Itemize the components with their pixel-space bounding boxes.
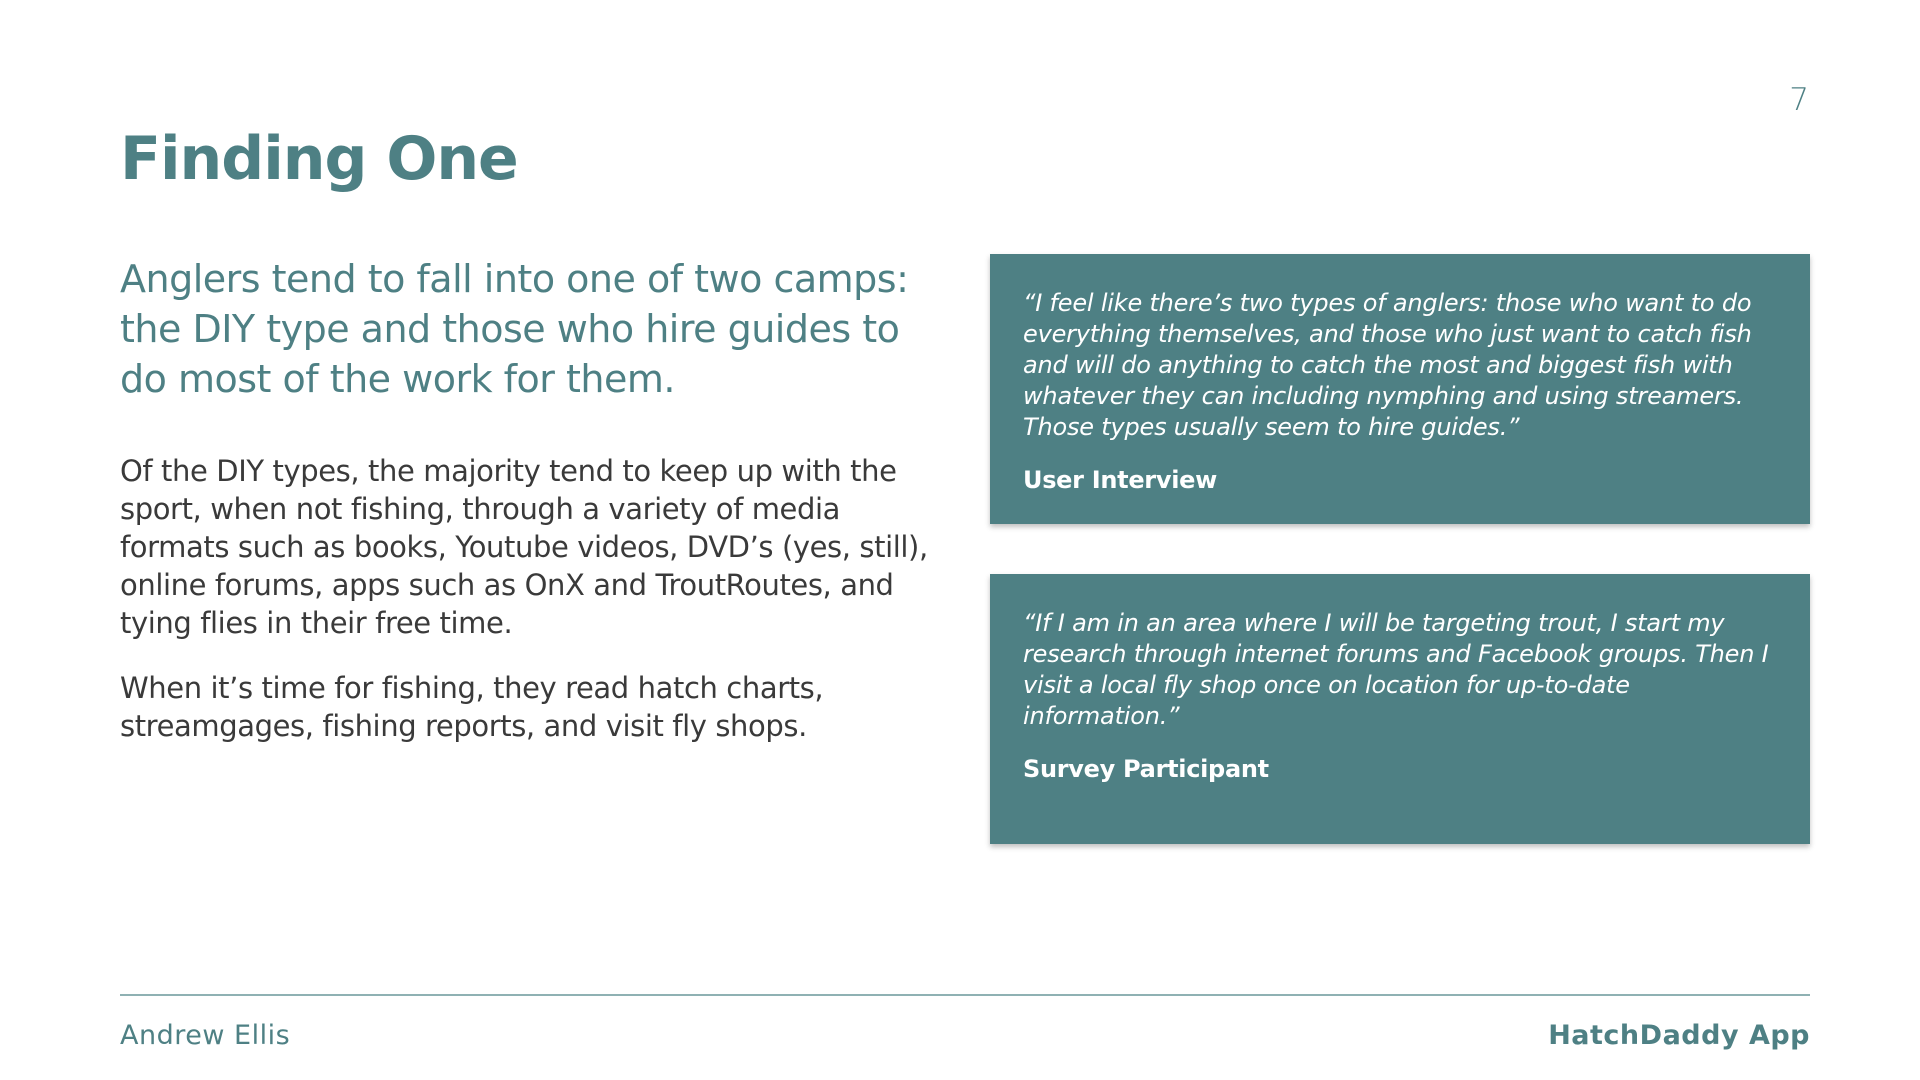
quote-text: “I feel like there’s two types of anglers: those who want to do everything themselves, and those who just want to catch fish and will do anything to catch the most and biggest fish with whatever they can including nymphing and using streamers. Those types usually seem to hire guides.”	[1023, 289, 1752, 441]
footer-author: Andrew Ellis	[120, 1020, 291, 1051]
slide-title: Finding One	[120, 124, 518, 194]
lead-statement: Anglers tend to fall into one of two camps: the DIY type and those who hire guides to do most of the work for them.	[120, 257, 909, 401]
quote-source: User Interview	[1023, 466, 1217, 494]
body-paragraph-diy: Of the DIY types, the majority tend to keep up with the sport, when not fishing, through a variety of media formats such as books, Youtube videos, DVD’s (yes, still), online forums, apps such as OnX and TroutRoutes, and tying flies in their free time.	[120, 454, 928, 640]
footer-product-name: HatchDaddy App	[1548, 1020, 1810, 1051]
footer-divider	[120, 994, 1810, 996]
quote-card-user-interview	[990, 254, 1810, 524]
quote-text: “If I am in an area where I will be targeting trout, I start my research through internet forums and Facebook groups. Then I visit a local fly shop once on location for up-to-date information.”	[1023, 609, 1769, 730]
left-column	[120, 254, 950, 772]
body-paragraph-fishing-time: When it’s time for fishing, they read hatch charts, streamgages, fishing reports, and visit fly shops.	[120, 671, 824, 743]
quote-card-survey-participant	[990, 574, 1810, 844]
quote-source: Survey Participant	[1023, 755, 1269, 783]
page-number: 7	[1789, 82, 1809, 118]
